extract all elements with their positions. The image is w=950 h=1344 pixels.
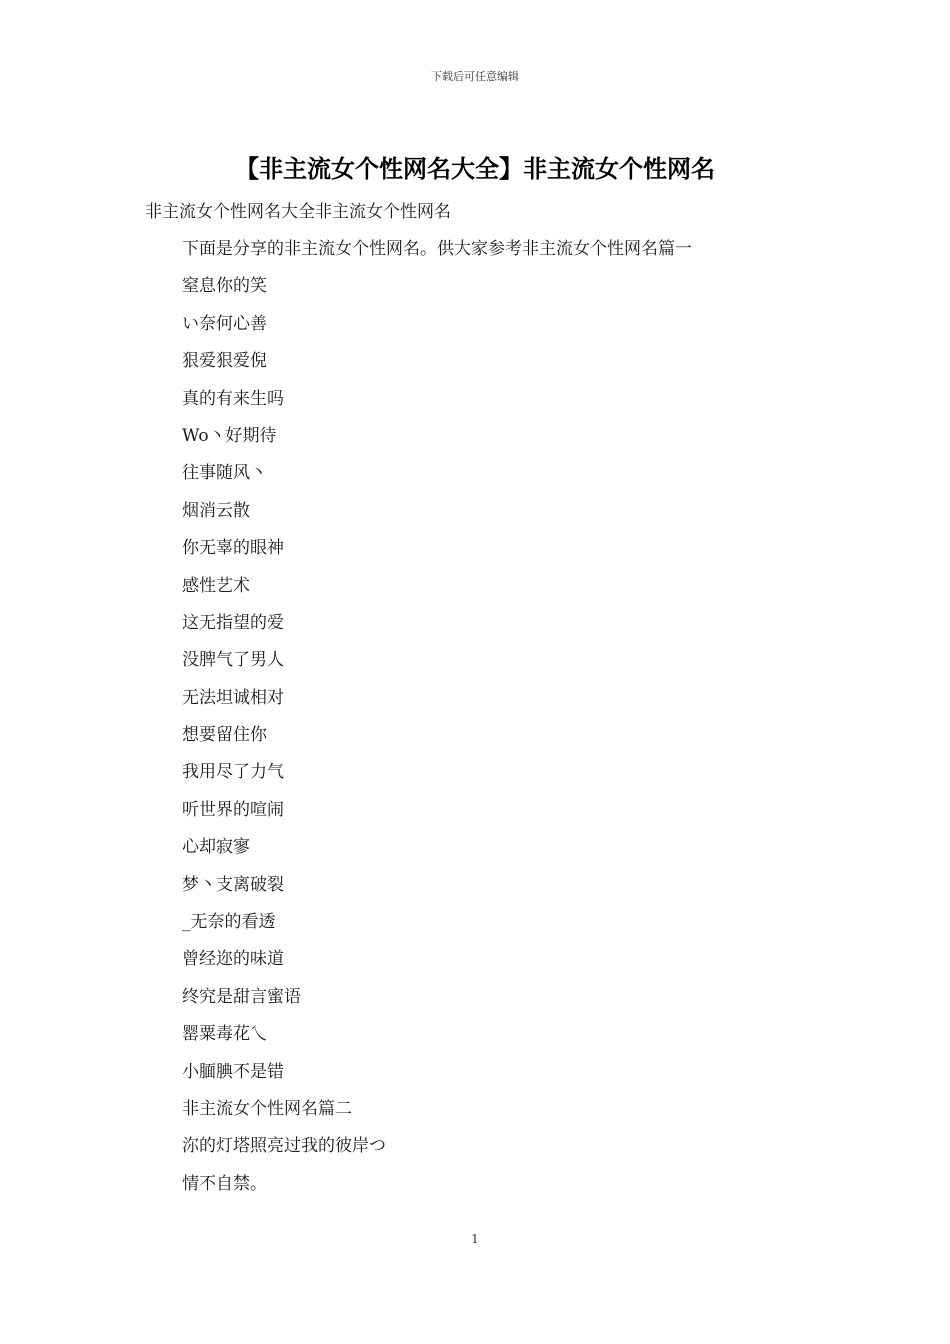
text-line: 情不自禁。	[182, 1173, 267, 1194]
text-line: _无奈的看透	[182, 912, 276, 933]
text-line: 狠爱狠爱倪	[182, 351, 267, 372]
text-line: 小腼腆不是错	[182, 1061, 284, 1082]
page-number: 1	[471, 1232, 479, 1246]
text-line: 罂粟毒花乀	[182, 1024, 267, 1045]
page-header-note: 下载后可任意编辑	[431, 70, 519, 83]
text-line: Wo丶好期待	[182, 425, 277, 446]
text-line: 窒息你的笑	[182, 276, 267, 297]
text-line: 听世界的喧闹	[182, 799, 284, 820]
text-line: 这无指望的爱	[182, 612, 284, 633]
text-line: 往事随风丶	[182, 463, 267, 484]
text-line: 曾经迩的味道	[182, 949, 284, 970]
text-line: い奈何心善	[182, 313, 267, 334]
text-line: 我用尽了力气	[182, 762, 284, 783]
text-line: 烟消云散	[182, 500, 250, 521]
text-line: 终究是甜言蜜语	[182, 986, 301, 1007]
text-line: 无法坦诚相对	[182, 687, 284, 708]
text-line: 没脾气了男人	[182, 650, 284, 671]
text-line: 下面是分享的非主流女个性网名。供大家参考非主流女个性网名篇一	[182, 239, 692, 259]
text-line: 真的有来生吗	[182, 388, 284, 409]
text-line: 感性艺术	[182, 575, 250, 596]
document-title: 【非主流女个性网名大全】非主流女个性网名	[235, 154, 715, 183]
body-text-lines	[182, 235, 842, 1207]
text-line: 沵的灯塔照亮过我的彼岸つ	[182, 1136, 386, 1157]
text-line: 想要留住你	[182, 725, 267, 746]
text-line: 你无辜的眼神	[182, 538, 284, 559]
text-line: 梦丶支离破裂	[182, 874, 284, 895]
text-line: 心却寂寥	[182, 837, 250, 858]
document-subtitle: 非主流女个性网名大全非主流女个性网名	[145, 202, 451, 222]
text-line: 非主流女个性网名篇二	[182, 1098, 352, 1119]
